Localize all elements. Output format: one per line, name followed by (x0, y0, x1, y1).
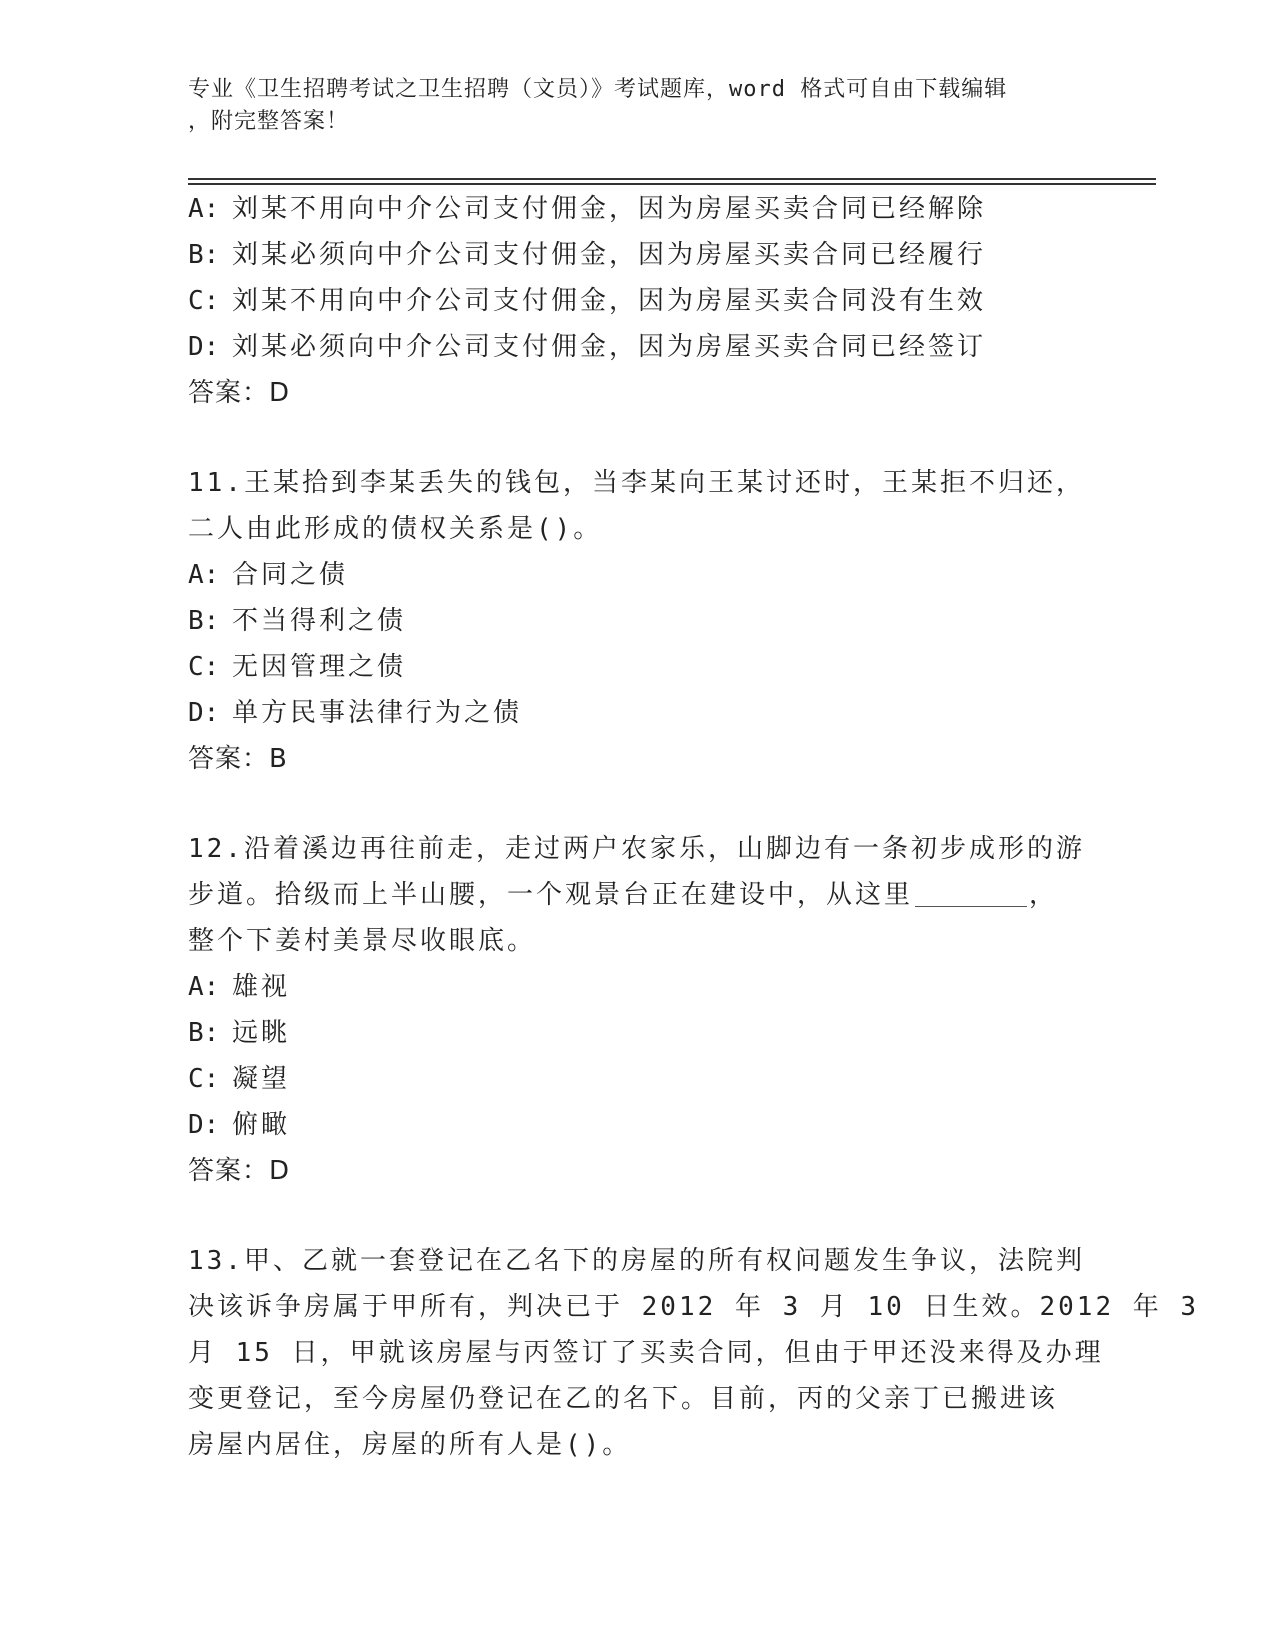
header-line-2: ，附完整答案！ (188, 109, 350, 134)
answer-label: 答案：D (188, 378, 291, 408)
question-stem-line: 11.王某拾到李某丢失的钱包，当李某向王某讨还时，王某拒不归还， (188, 468, 1085, 498)
question-content (188, 186, 1200, 1468)
option-d: D: 俯瞰 (188, 1110, 291, 1140)
fill-in-blank (915, 880, 1027, 907)
spacer (188, 782, 1088, 826)
question-stem-line: 12.沿着溪边再往前走，走过两户农家乐，山脚边有一条初步成形的游 (188, 834, 1085, 864)
question-13 (188, 1238, 1200, 1468)
question-stem-line: 二人由此形成的债权关系是()。 (188, 514, 603, 544)
question-stem-line: 13.甲、乙就一套登记在乙名下的房屋的所有权问题发生争议，法院判 (188, 1246, 1085, 1276)
question-stem-line: 整个下姜村美景尽收眼底。 (188, 926, 537, 956)
option-c: C: 刘某不用向中介公司支付佣金，因为房屋买卖合同没有生效 (188, 286, 987, 316)
answer-label: 答案：D (188, 1156, 291, 1186)
question-stem-line: 房屋内居住，房屋的所有人是()。 (188, 1430, 632, 1460)
question-10 (188, 186, 1088, 416)
option-d: D: 单方民事法律行为之债 (188, 698, 523, 728)
spacer (188, 416, 1088, 460)
option-a: A: 合同之债 (188, 560, 349, 590)
header-divider-bottom (188, 183, 1156, 185)
question-12 (188, 826, 1088, 1194)
question-11 (188, 460, 1088, 782)
question-stem-line: 决该诉争房属于甲所有，判决已于 2012 年 3 月 10 日生效。2012 年 3 (188, 1292, 1200, 1322)
question-stem-line: 月 15 日，甲就该房屋与丙签订了买卖合同，但由于甲还没来得及办理 (188, 1338, 1104, 1368)
option-c: C: 凝望 (188, 1064, 291, 1094)
header-divider-top (188, 178, 1156, 180)
option-b: B: 不当得利之债 (188, 606, 407, 636)
option-a: A: 雄视 (188, 972, 291, 1002)
option-b: B: 刘某必须向中介公司支付佣金，因为房屋买卖合同已经履行 (188, 240, 987, 270)
question-stem-line: 变更登记，至今房屋仍登记在乙的名下。目前，丙的父亲丁已搬进该 (188, 1384, 1059, 1414)
answer-label: 答案：B (188, 744, 288, 774)
document-header (188, 74, 1068, 138)
question-stem-line: 步道。拾级而上半山腰，一个观景台正在建设中，从这里 ， (188, 880, 1059, 910)
option-b: B: 远眺 (188, 1018, 291, 1048)
option-d: D: 刘某必须向中介公司支付佣金，因为房屋买卖合同已经签订 (188, 332, 987, 362)
option-c: C: 无因管理之债 (188, 652, 407, 682)
header-line-1: 专业《卫生招聘考试之卫生招聘（文员）》考试题库，word 格式可自由下载编辑 (188, 77, 1008, 102)
spacer (188, 1194, 1088, 1238)
option-a: A: 刘某不用向中介公司支付佣金，因为房屋买卖合同已经解除 (188, 194, 987, 224)
